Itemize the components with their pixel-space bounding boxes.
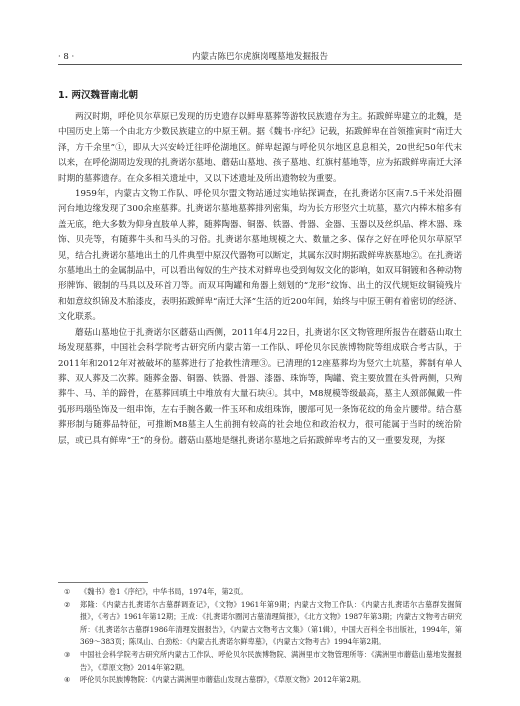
footnotes [58, 582, 462, 687]
footnote-2 [58, 599, 462, 649]
footnote-text: 郑隆：《内蒙古扎赉诺尔古墓群调查记》，《文物》1961年第9期；内蒙古文物工作队：《内蒙古扎赉诺尔古墓群发掘简报》，《考古》1961年第12期；王成：《扎赉诺尔圈河古墓清理简报》，《北方文物》1987年第3期；内蒙古文物考古研究所：《扎赉诺尔古墓群1986年清理发掘报告》，《内蒙古文物考古文集》（第1辑），中国大百科全书出版社，1994年，第369～383页；陈凤山、白劲松：《内蒙古扎赉诺尔鲜卑墓》，《内蒙古文物考古》1994年第2期。 [80, 599, 462, 647]
section-heading: 1. 两汉魏晋南北朝 [58, 90, 139, 101]
page-number: · 8 · [58, 52, 75, 62]
footnote-marker: ② [64, 599, 71, 609]
footnote-3 [58, 649, 462, 674]
footnote-marker: ④ [64, 675, 71, 685]
footnote-4 [58, 674, 462, 687]
main-content [58, 72, 462, 449]
footnote-marker: ① [64, 587, 71, 596]
body-paragraph-3: 蘑菇山墓地位于扎赉诺尔区蘑菇山西侧，2011年4月22日，扎赉诺尔区文物管理所报告在蘑菇山取土场发现墓葬，中国社会科学院考古研究所内蒙古第一工作队、呼伦贝尔民族博物院等组成联合考古队，于2011年和2012年对被破坏的墓葬进行了抢救性清理③。已清理的12座墓葬均为竖穴土坑墓，葬制有单人葬、双人葬及二次葬。随葬金器、铜器、铁器、骨器、漆器、珠饰等，陶罐、瓷主要放置在头骨两侧，只殉葬牛、马、羊的蹄骨，在墓葬回填土中堆放有大量石块④。其中，M8规模等级最高，墓主人颈部佩戴一件弧形玛瑙坠饰及一组串饰，左右手腕各戴一件玉环和成组珠饰，腰部可见一条饰花纹的角金片腰带。结合墓葬形制与随葬品特征，可推断M8墓主人生前拥有较高的社会地位和政治权力，很可能属于当时的统治阶层，或已具有鲜卑“王”的身份。蘑菇山墓地是继扎赉诺尔墓地之后拓跋鲜卑考古的又一重要发现，为探 [58, 327, 462, 446]
footnote-rule [58, 582, 148, 583]
body-paragraph-1: 两汉时期，呼伦贝尔草原已发现的历史遗存以鲜卑墓葬等游牧民族遗存为主。拓跋鲜卑建立的北魏，是中国历史上第一个由北方少数民族建立的中原王朝。据《魏书·序纪》记载，拓跋鲜卑在首领推寅时“南迁大泽，方千余里”①，即从大兴安岭迁往呼伦湖地区。鲜卑起源与呼伦贝尔地区息息相关，20世纪50年代末以来，在呼伦湖周边发现的扎赉诺尔墓地、蘑菇山墓地、孩子墓地、红旗村墓地等，应为拓跋鲜卑南迁大泽时期的墓葬遗存。在众多相关遗址中，又以下述遗址及所出遗物较为重要。 [58, 112, 462, 184]
page-header [58, 50, 462, 64]
body-paragraph-2: 1959年，内蒙古文物工作队、呼伦贝尔盟文物站通过实地钻探调查，在扎赉诺尔区南7.5千米处沿圈河台地边缘发现了300余座墓葬。扎赉诺尔墓地墓葬排列密集，均为长方形竖穴土坑墓，墓穴内棒木棺多有盖无底，绝大多数为仰身直肢单人葬，随葬陶器、铜器、铁器、骨器、金器、玉器以及丝织品、桦木器、珠饰、贝壳等，有随葬牛头和马头的习俗。扎赉诺尔墓地规模之大、数量之多、保存之好在呼伦贝尔草原罕见，结合扎赉诺尔墓地出土的几件典型中原汉代器物可以断定，其属东汉时期拓跋鲜卑族墓地②。在扎赉诺尔墓地出土的金属制品中，可以看出匈奴的生产技术对鲜卑也受到匈奴文化的影响，如双耳铜镀和各种动物形牌饰、锻制的马具以及环首刀等。而双耳陶罐和角器上刻划的“龙形”纹饰、出土的汉代规矩纹铜镜残片和如意纹织锦及木胎漆皮，表明拓跋鲜卑“南迁大泽”生活的近200年间，始终与中原王朝有着密切的经济、文化联系。 [58, 189, 462, 323]
footnote-text: 《魏书》卷1《序纪》，中华书局，1974年，第2页。 [80, 587, 248, 596]
footnote-text: 中国社会科学院考古研究所内蒙古工作队、呼伦贝尔民族博物院、满洲里市文物管理所等：《满洲里市蘑菇山墓地发掘报告》，《草原文物》2014年第2期。 [80, 649, 462, 672]
footnote-text: 呼伦贝尔民族博物院：《内蒙古满洲里市蘑菇山发现古墓群》，《草原文物》2012年第2期。 [80, 675, 366, 685]
footnote-marker: ③ [64, 649, 71, 659]
footnote-1 [58, 586, 462, 599]
header-rule [58, 64, 462, 65]
running-title: 内蒙古陈巴尔虎旗岗嘎墓地发掘报告 [191, 52, 328, 62]
